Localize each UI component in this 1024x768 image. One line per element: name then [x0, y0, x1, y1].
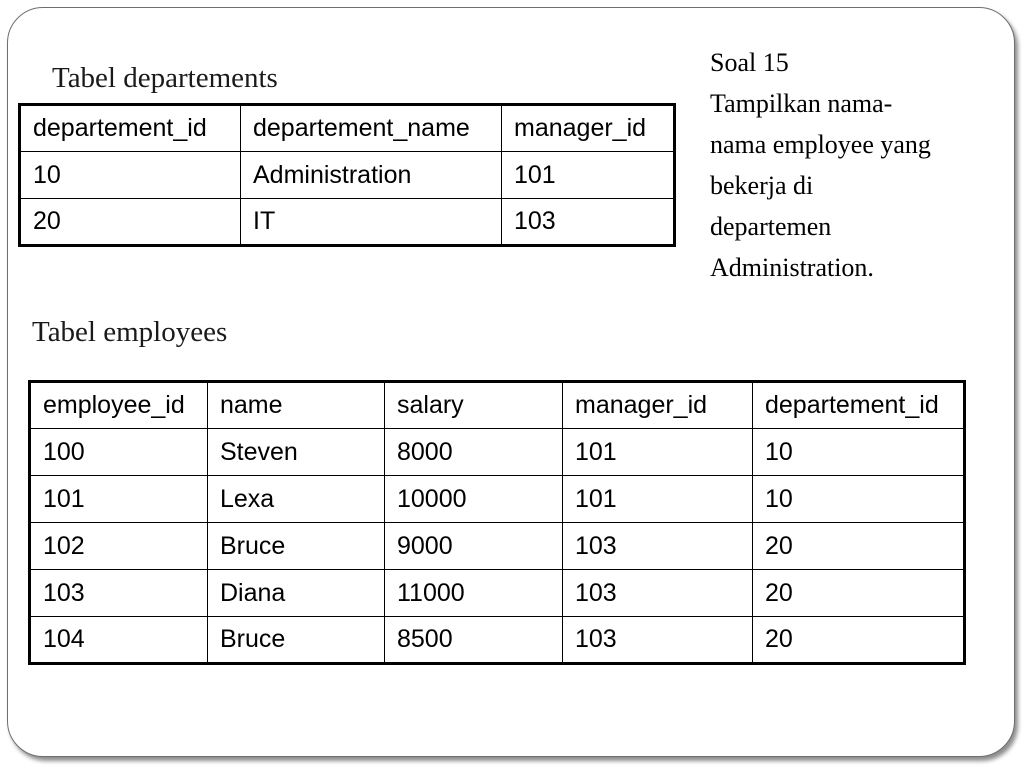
employees-table	[28, 380, 966, 665]
employees-table-title: Tabel employees	[32, 316, 228, 348]
table-cell: 102	[30, 523, 208, 570]
table-cell: 10	[753, 429, 965, 476]
question-line: departemen	[710, 212, 832, 241]
column-header: salary	[385, 382, 563, 429]
table-cell: 20	[20, 199, 241, 246]
table-cell: Bruce	[208, 523, 385, 570]
table-row	[30, 570, 965, 617]
question-line: Administration.	[710, 253, 874, 282]
table-cell: 103	[563, 570, 753, 617]
table-cell: 101	[502, 152, 675, 199]
question-line: nama employee yang	[710, 130, 931, 159]
table-cell: 103	[30, 570, 208, 617]
table-cell: 10000	[385, 476, 563, 523]
table-row	[30, 617, 965, 664]
table-cell: 103	[563, 523, 753, 570]
question-line: bekerja di	[710, 171, 814, 200]
column-header: departement_name	[241, 105, 502, 152]
table-cell: 100	[30, 429, 208, 476]
column-header: departement_id	[753, 382, 965, 429]
departements-table	[18, 103, 676, 247]
table-cell: 20	[753, 617, 965, 664]
table-row	[20, 199, 675, 246]
table-cell: 103	[563, 617, 753, 664]
table-cell: 103	[502, 199, 675, 246]
table-cell: Lexa	[208, 476, 385, 523]
column-header: departement_id	[20, 105, 241, 152]
column-header: manager_id	[502, 105, 675, 152]
table-header-row	[30, 382, 965, 429]
table-cell: 10	[20, 152, 241, 199]
table-cell: 104	[30, 617, 208, 664]
table-cell: 8500	[385, 617, 563, 664]
table-row	[30, 429, 965, 476]
table-cell: 20	[753, 570, 965, 617]
table-cell: 20	[753, 523, 965, 570]
table-cell: 8000	[385, 429, 563, 476]
table-cell: 101	[30, 476, 208, 523]
table-cell: Diana	[208, 570, 385, 617]
table-row	[30, 476, 965, 523]
table-cell: 101	[563, 476, 753, 523]
departements-table-title: Tabel departements	[52, 62, 278, 94]
table-cell: 101	[563, 429, 753, 476]
question-number: Soal 15	[710, 48, 789, 77]
column-header: employee_id	[30, 382, 208, 429]
table-cell: Bruce	[208, 617, 385, 664]
table-header-row	[20, 105, 675, 152]
question-text	[710, 42, 980, 288]
table-cell: 9000	[385, 523, 563, 570]
table-cell: Steven	[208, 429, 385, 476]
question-line: Tampilkan nama-	[710, 89, 893, 118]
table-cell: Administration	[241, 152, 502, 199]
table-cell: 10	[753, 476, 965, 523]
column-header: name	[208, 382, 385, 429]
table-row	[20, 152, 675, 199]
table-cell: IT	[241, 199, 502, 246]
table-cell: 11000	[385, 570, 563, 617]
column-header: manager_id	[563, 382, 753, 429]
table-row	[30, 523, 965, 570]
